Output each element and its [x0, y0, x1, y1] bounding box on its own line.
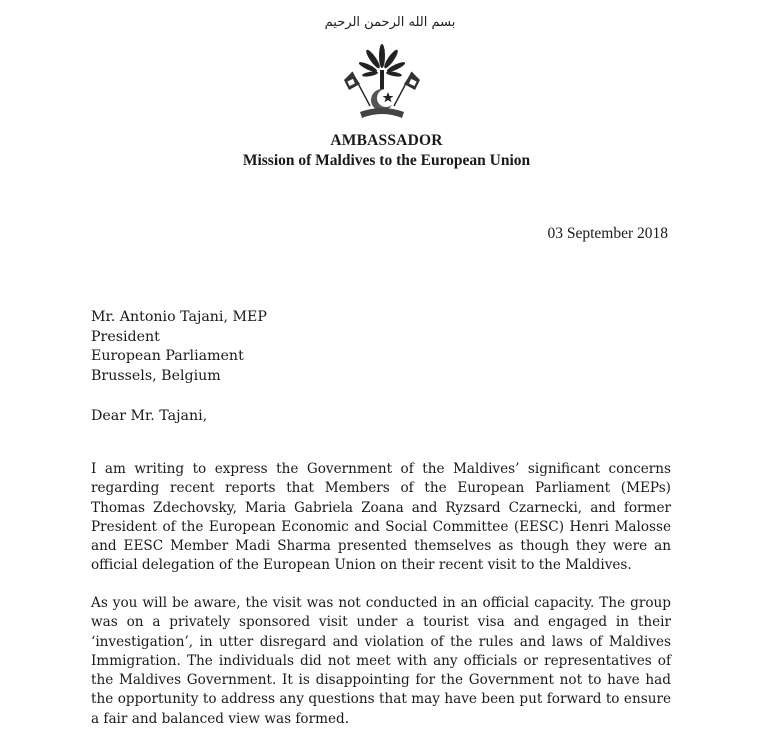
body-paragraph: I am writing to express the Government of the Maldives’ significant concerns regarding recent reports that Members of the European Parliament (MEPs) Thomas Zdechovsky, Maria Gabriela Zoana and Ryzsard Czarnecki, and former President of the European Economic and Social Committee (EESC) Henri Malosse and EESC Member Madi Sharma presented themselves as though they were an official delegation of the European Union on their recent visit to the Maldives. — [91, 461, 671, 574]
bismillah-calligraphy — [300, 6, 480, 34]
bismillah-text: بسم الله الرحمن الرحيم — [324, 15, 456, 30]
letterhead-title: AMBASSADOR — [330, 132, 443, 149]
letterhead-subtitle: Mission of Maldives to the European Union — [242, 152, 531, 169]
recipient-location: Brussels, Belgium — [91, 367, 221, 384]
recipient-organization: European Parliament — [91, 348, 244, 364]
recipient-name: Mr. Antonio Tajani, MEP — [91, 309, 267, 325]
body-paragraph: As you will be aware, the visit was not conducted in an official capacity. The group was on a privately sponsored visit under a tourist visa and engaged in their ‘investigation’, in utter disregard and violation of the rules and laws of Maldives Immigration. The individuals did not meet with any officials or representatives of the Maldives Government. It is disappointing for the Government not to have had the opportunity to address any questions that may have been put forward to ensure a fair and balanced view was formed. — [91, 595, 671, 727]
recipient-address — [91, 308, 267, 386]
letter-date: 03 September 2018 — [547, 225, 668, 242]
recipient-title: President — [91, 328, 160, 345]
salutation: Dear Mr. Tajani, — [91, 408, 208, 424]
maldives-emblem-icon — [340, 42, 424, 122]
